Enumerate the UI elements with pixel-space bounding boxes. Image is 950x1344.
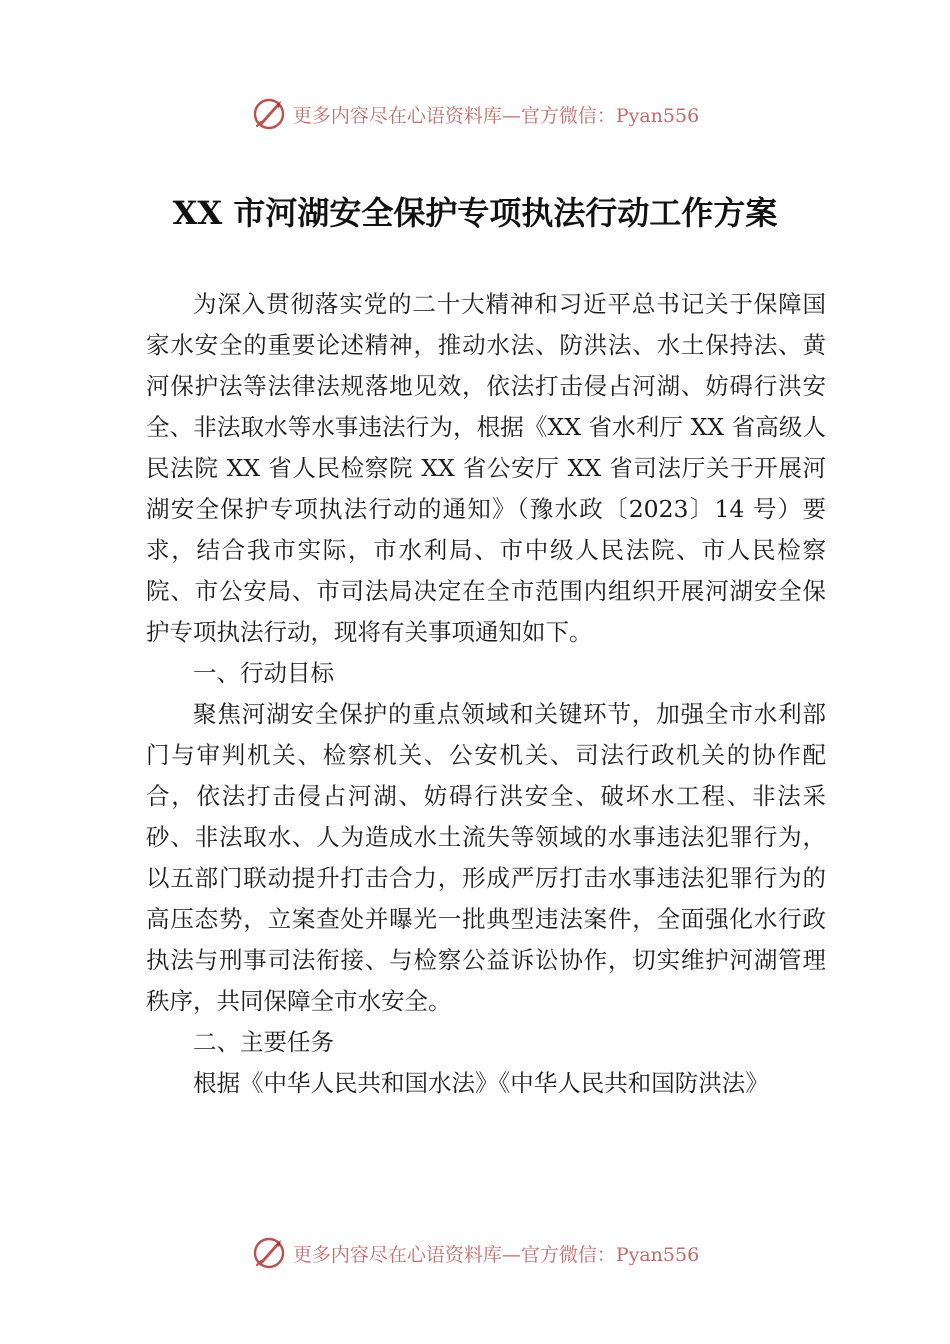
intro-paragraph: 为深入贯彻落实党的二十大精神和习近平总书记关于保障国家水安全的重要论述精神，推动水法、防洪法、水土保持法、黄河保护法等法律法规落地见效，依法打击侵占河湖、妨碍行洪安全、非法取水等水事违法行为，根据《XX 省水利厅 XX 省高级人民法院 XX 省人民检察院 XX 省公安厅 XX 省司法厅关于开展河湖安全保护专项执法行动的通知》（豫水政〔2023〕14 号）要求，结合我市实际，市水利局、市中级人民法院、市人民检察院、市公安局、市司法局决定在全市范围内组织开展河湖安全保护专项执法行动，现将有关事项通知如下。 — [146, 290, 826, 646]
header-banner — [0, 94, 950, 134]
footer-banner — [0, 1233, 950, 1273]
banner-text: 更多内容尽在心语资料库—官方微信：Pyan556 — [292, 1243, 700, 1266]
tasks-paragraph: 根据《中华人民共和国水法》《中华人民共和国防洪法》 — [193, 1069, 769, 1097]
goals-paragraph: 聚焦河湖安全保护的重点领域和关键环节，加强全市水利部门与审判机关、检察机关、公安机关、司法行政机关的协作配合，依法打击侵占河湖、妨碍行洪安全、破坏水工程、非法采砂、非法取水、人为造成水土流失等领域的水事违法犯罪行为，以五部门联动提升打击合力，形成严厉打击水事违法犯罪行为的高压态势，立案查处并曝光一批典型违法案件，全面强化水行政执法与刑事司法衔接、与检察公益诉讼协作，切实维护河湖管理秩序，共同保障全市水安全。 — [146, 700, 826, 1015]
section-heading-tasks: 二、主要任务 — [193, 1028, 334, 1056]
banner-text: 更多内容尽在心语资料库—官方微信：Pyan556 — [292, 104, 700, 127]
quill-pen-logo-icon — [251, 96, 287, 132]
document-title: XX 市河湖安全保护专项执法行动工作方案 — [172, 194, 778, 232]
document-body — [146, 284, 826, 1104]
section-heading-goals: 一、行动目标 — [193, 659, 334, 687]
quill-pen-logo-icon — [251, 1235, 287, 1271]
